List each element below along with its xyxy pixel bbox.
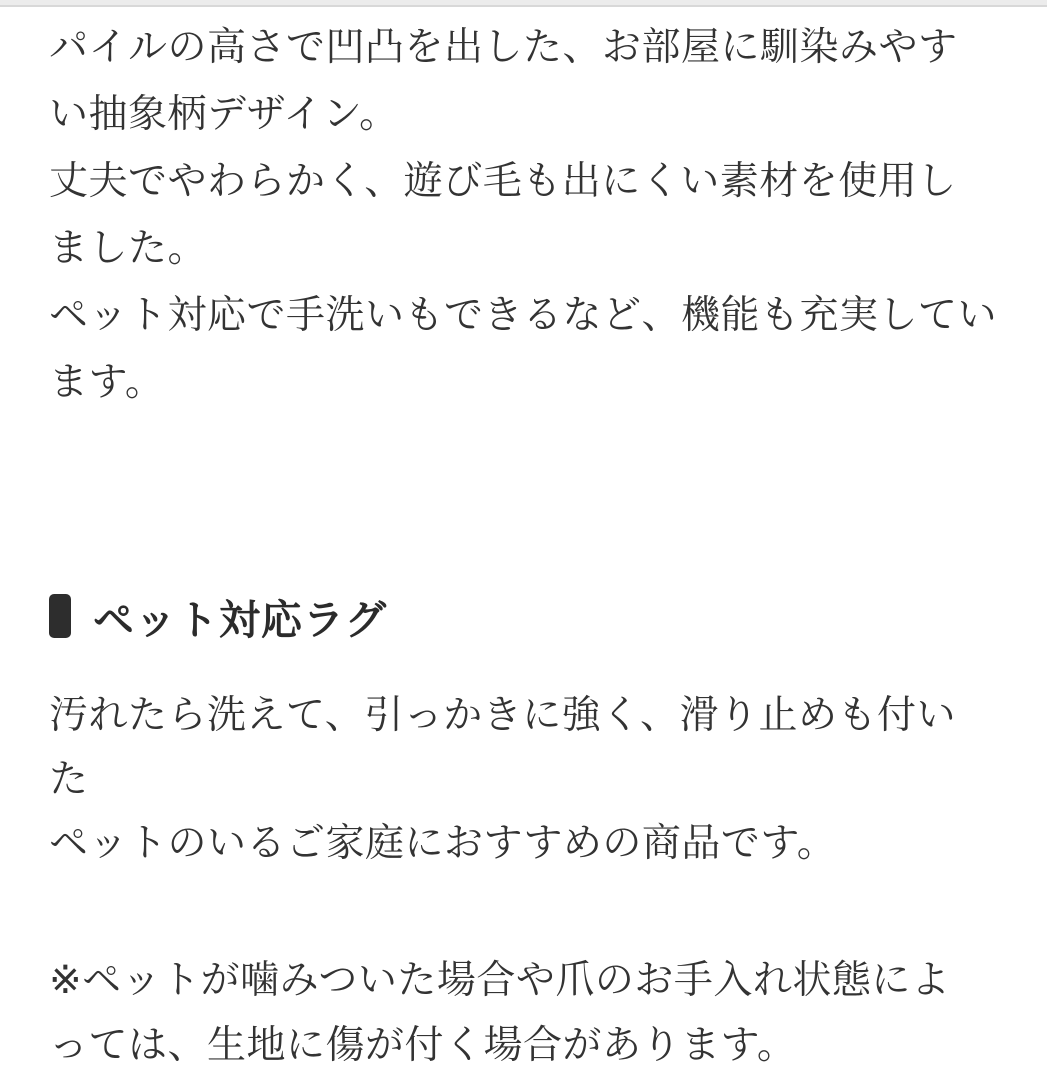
description-line: パイルの高さで凹凸を出した、お部屋に馴染みやす xyxy=(49,26,958,69)
product-description-text xyxy=(49,14,998,416)
pet-section-note-line: っては、生地に傷が付く場合があります。 xyxy=(49,1024,797,1067)
pet-section-heading xyxy=(49,594,992,643)
description-line: い抽象柄デザイン。 xyxy=(49,93,399,136)
pet-section-body-line: ペットのいるご家庭におすすめの商品です。 xyxy=(49,822,837,865)
description-line: ます。 xyxy=(49,361,165,404)
description-line: ペット対応で手洗いもできるなど、機能も充実してい xyxy=(49,294,998,337)
heading-marker-bar xyxy=(49,594,71,638)
description-content xyxy=(0,7,1047,1078)
pet-section-note xyxy=(49,948,992,1078)
pet-section-title: ペット対応ラグ xyxy=(93,596,387,643)
pet-section-note-line: ※ペットが噛みついた場合や爪のお手入れ状態によ xyxy=(49,959,951,1002)
description-line: ました。 xyxy=(49,227,208,270)
pet-section-body-line: 汚れたら洗えて、引っかきに強く、滑り止めも付いた xyxy=(49,694,956,801)
top-divider-strip xyxy=(0,0,1047,7)
pet-section-body xyxy=(49,684,992,876)
description-line: 丈夫でやわらかく、遊び毛も出にくい素材を使用し xyxy=(49,160,957,203)
